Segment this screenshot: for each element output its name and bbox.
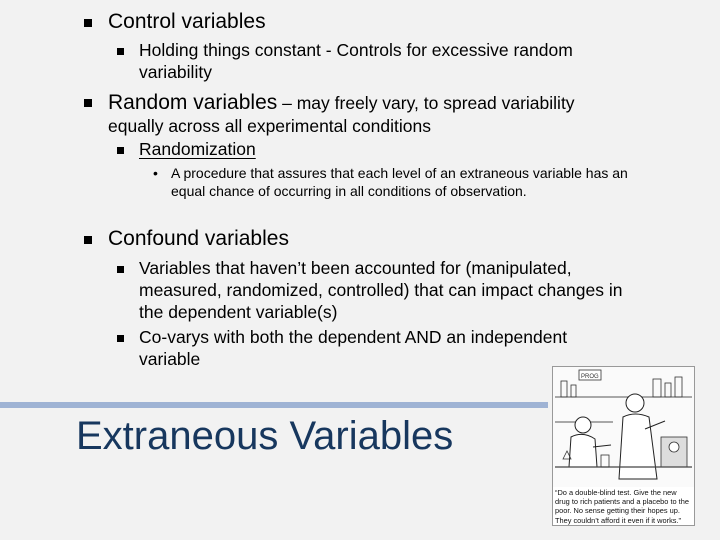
- heading-confound-variables: Confound variables: [108, 227, 289, 250]
- control-desc-line2: variability: [139, 62, 212, 82]
- bullet-icon: [117, 266, 124, 273]
- control-desc-line1: Holding things constant - Controls for excessive random: [139, 40, 573, 60]
- bullet-icon: [117, 48, 124, 55]
- svg-text:PROG: PROG: [581, 374, 599, 380]
- cartoon-drawing: [553, 367, 694, 487]
- confound-desc1-line2: measured, randomized, controlled) that can impact changes in: [139, 280, 623, 300]
- randomization-label: Randomization: [139, 139, 256, 159]
- randomization-detail-line2: equal chance of occurring in all conditions of observation.: [171, 183, 527, 199]
- randomization-detail-line1: A procedure that assures that each level of an extraneous variable has an: [171, 165, 628, 181]
- random-variables-label: Random variables: [108, 91, 278, 114]
- bullet-icon: [117, 335, 124, 342]
- confound-desc1-line1: Variables that haven’t been accounted for (manipulated,: [139, 258, 572, 278]
- cartoon-caption: “Do a double-blind test. Give the new drug to rich patients and a placebo to the poor. No sense getting their hopes up. They couldn’t afford it even if it works.”: [555, 488, 689, 525]
- bullet-icon: [84, 99, 92, 107]
- slide-title: Extraneous Variables: [76, 414, 454, 458]
- heading-control-variables: Control variables: [108, 10, 266, 33]
- bullet-icon: [117, 147, 124, 154]
- random-variables-desc: – may freely vary, to spread variability: [277, 93, 575, 113]
- title-divider: [0, 402, 548, 408]
- random-variables-desc-line2: equally across all experimental conditions: [108, 116, 431, 136]
- dot-bullet-icon: •: [153, 165, 158, 181]
- bullet-icon: [84, 19, 92, 27]
- confound-desc1-line3: the dependent variable(s): [139, 302, 338, 322]
- bullet-icon: [84, 236, 92, 244]
- cartoon-illustration: [552, 366, 695, 526]
- confound-desc2-line1: Co-varys with both the dependent AND an independent: [139, 327, 568, 347]
- confound-desc2-line2: variable: [139, 349, 201, 369]
- heading-random-variables: [108, 91, 575, 115]
